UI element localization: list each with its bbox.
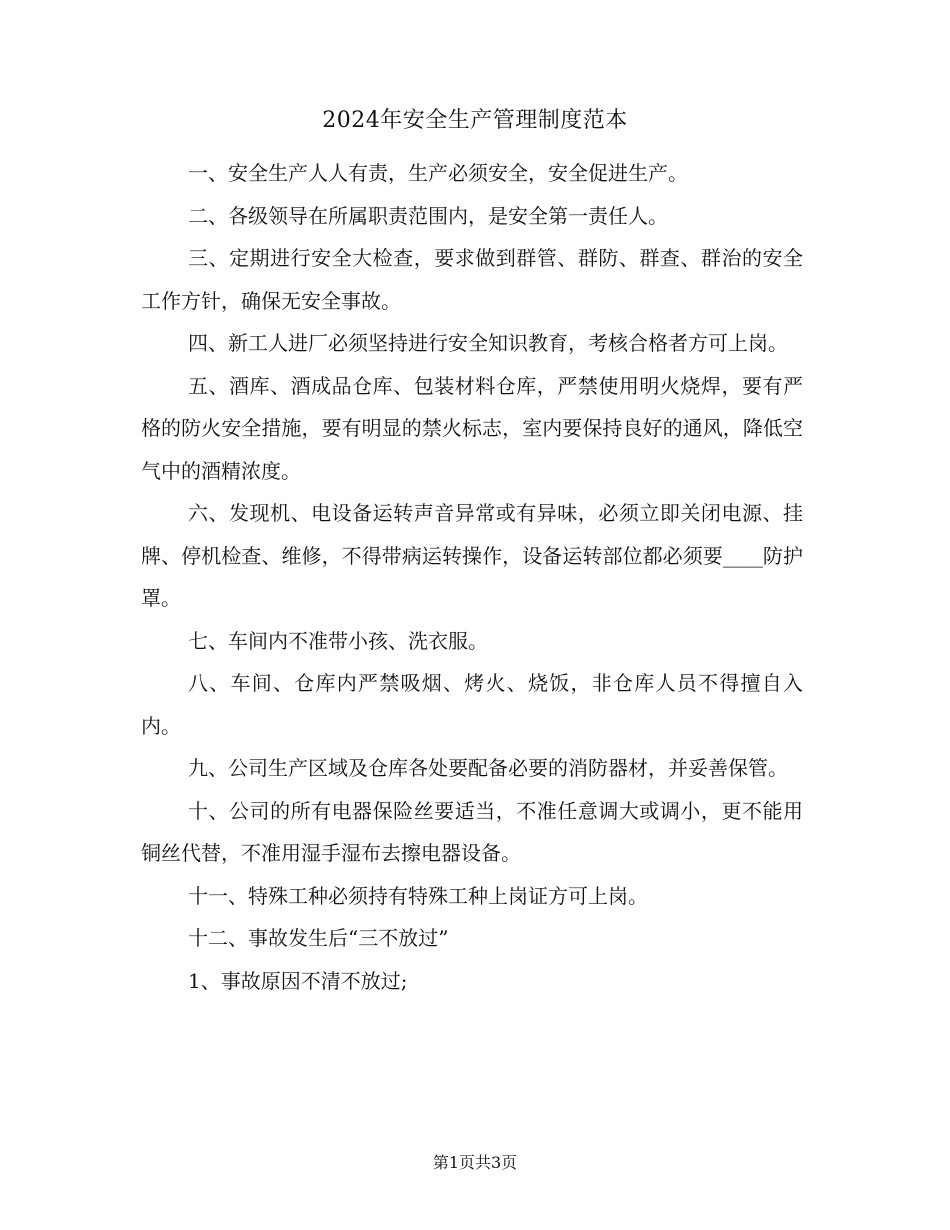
paragraph: 七、车间内不准带小孩、洗衣服。 bbox=[188, 628, 488, 653]
paragraph: 一、安全生产人人有责，生产必须安全，安全促进生产。 bbox=[188, 161, 688, 185]
document-body bbox=[141, 152, 803, 1002]
paragraph: 八、车间、仓库内严禁吸烟、烤火、烧饭，非仓库人员不得擅自入内。 bbox=[141, 671, 803, 738]
page-number-footer: 第1页共3页 bbox=[432, 1153, 518, 1172]
paragraph: 四、新工人进厂必须坚持进行安全知识教育，考核合格者方可上岗。 bbox=[188, 331, 788, 355]
paragraph: 二、各级领导在所属职责范围内，是安全第一责任人。 bbox=[188, 203, 668, 228]
paragraph: 九、公司生产区域及仓库各处要配备必要的消防器材，并妥善保管。 bbox=[188, 756, 788, 780]
paragraph: 十、公司的所有电器保险丝要适当，不准任意调大或调小，更不能用铜丝代替，不准用湿手湿布去擦电器设备。 bbox=[141, 798, 803, 865]
paragraph: 1、事故原因不清不放过; bbox=[188, 968, 408, 993]
paragraph: 六、发现机、电设备运转声音异常或有异味，必须立即关闭电源、挂牌、停机检查、维修，不得带病运转操作，设备运转部位都必须要____防护罩。 bbox=[141, 501, 803, 610]
paragraph: 五、酒库、酒成品仓库、包装材料仓库，严禁使用明火烧焊，要有严格的防火安全措施，要有明显的禁火标志，室内要保持良好的通风，降低空气中的酒精浓度。 bbox=[141, 373, 803, 483]
paragraph: 十二、事故发生后“三不放过” bbox=[188, 926, 449, 950]
document-title: 2024年安全生产管理制度范本 bbox=[322, 108, 628, 133]
paragraph: 三、定期进行安全大检查，要求做到群管、群防、群查、群治的安全工作方针，确保无安全事故。 bbox=[141, 246, 803, 313]
paragraph: 十一、特殊工种必须持有特殊工种上岗证方可上岗。 bbox=[188, 883, 648, 908]
